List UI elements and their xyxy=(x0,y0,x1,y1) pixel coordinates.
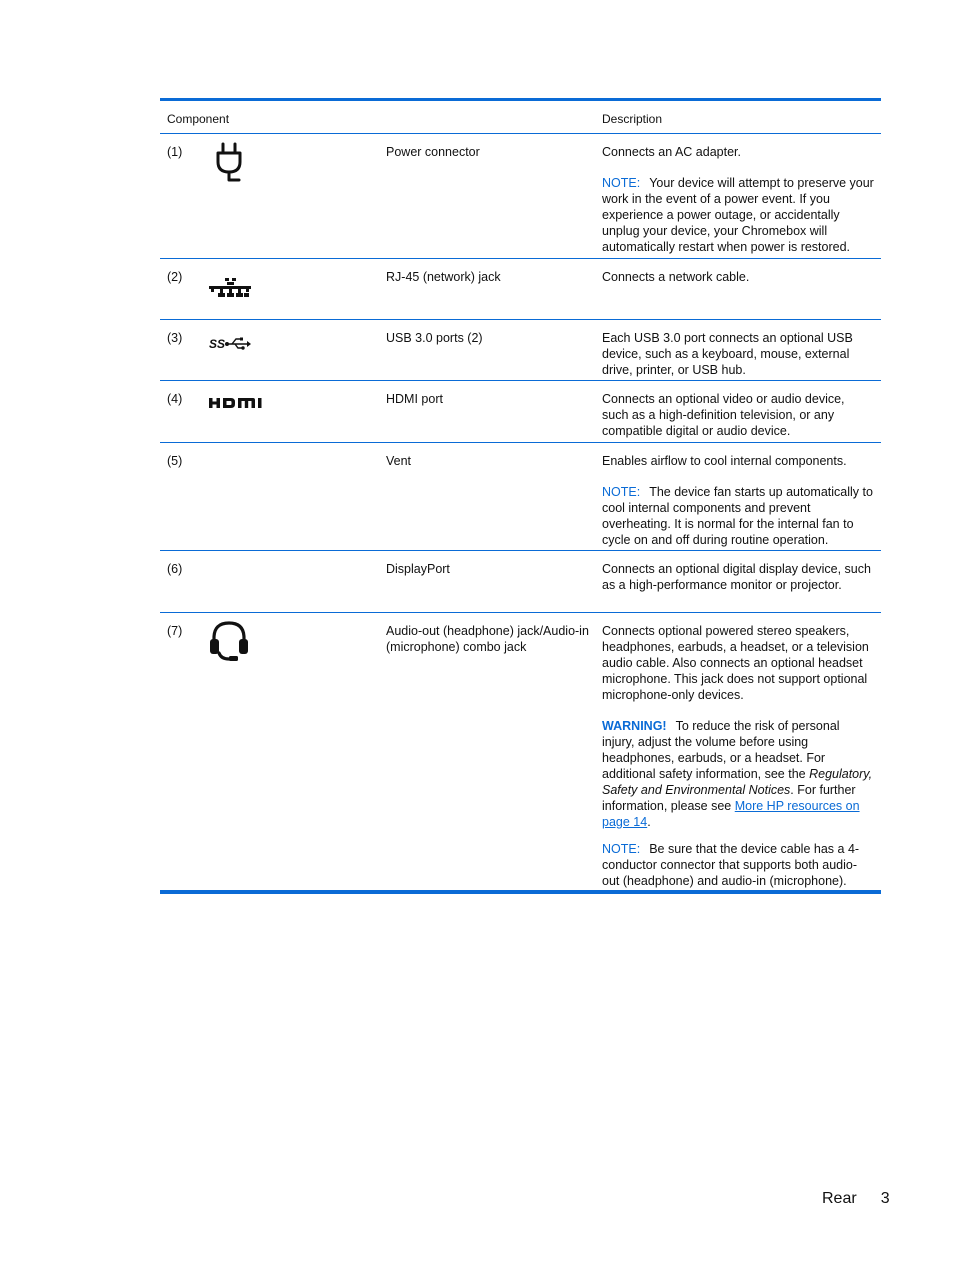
table-row xyxy=(160,443,881,551)
component-description xyxy=(602,561,874,593)
component-description xyxy=(602,269,874,285)
header-description: Description xyxy=(602,112,663,126)
component-description xyxy=(602,330,874,378)
note-paragraph xyxy=(602,841,874,889)
table-row xyxy=(160,551,881,613)
note-text: Your device will attempt to preserve your work in the event of a power event. If you experience a power outage, or accidentally unplug your device, your Chromebox will automatically restart when power is restored. xyxy=(602,176,874,254)
component-description xyxy=(602,144,874,255)
note-paragraph xyxy=(602,484,874,548)
row-number: (7) xyxy=(167,624,183,638)
description-text: Connects an optional digital display device, such as a high-performance monitor or projector. xyxy=(602,562,871,592)
description-text: Connects a network cable. xyxy=(602,270,750,284)
component-name: Power connector xyxy=(386,145,480,159)
table-row xyxy=(160,320,881,381)
components-table xyxy=(160,98,881,894)
component-description xyxy=(602,391,874,439)
component-name: USB 3.0 ports (2) xyxy=(386,331,483,345)
warning-paragraph xyxy=(602,718,874,830)
component-description xyxy=(602,453,874,548)
description-text: Enables airflow to cool internal components. xyxy=(602,454,847,468)
row-number: (4) xyxy=(167,392,183,406)
row-number: (2) xyxy=(167,270,183,284)
note-text: The device fan starts up automatically to cool internal components and prevent overheating. It is normal for the internal fan to cycle on and off during routine operation. xyxy=(602,485,873,547)
description-text: Connects an AC adapter. xyxy=(602,145,741,159)
warning-label: WARNING! xyxy=(602,719,667,733)
description-text: Each USB 3.0 port connects an optional USB device, such as a keyboard, mouse, external drive, printer, or USB hub. xyxy=(602,331,853,377)
note-text: Be sure that the device cable has a 4-conductor connector that supports both audio-out (headphone) and audio-in (microphone). xyxy=(602,842,860,888)
description-text: Connects optional powered stereo speakers, headphones, earbuds, a headset, or a television audio cable. Also connects an optional headset microphone. This jack does not support optional microphone-only devices. xyxy=(602,624,869,702)
warning-text: To reduce the risk of personal injury, adjust the volume before using headphones, earbuds, or a headset. For additional safety information, see the xyxy=(602,719,840,781)
usb-ss-icon xyxy=(209,336,251,352)
page-number: 3 xyxy=(880,1190,890,1207)
component-name: Audio-out (headphone) jack/Audio-in (microphone) combo jack xyxy=(386,624,589,654)
footer-section: Rear xyxy=(822,1190,857,1207)
row-number: (3) xyxy=(167,331,183,345)
page-footer xyxy=(822,1191,890,1207)
note-label: NOTE: xyxy=(602,485,641,499)
power-plug-icon xyxy=(213,142,245,184)
warning-italic-title: Regulatory, Safety and Environmental Notices xyxy=(602,767,873,797)
warning-text-cont: . For further information, please see xyxy=(602,783,856,813)
header-component: Component xyxy=(167,112,230,126)
table-row xyxy=(160,381,881,443)
component-name: HDMI port xyxy=(386,392,443,406)
table-row xyxy=(160,613,881,890)
hdmi-icon xyxy=(209,397,265,409)
component-name: RJ-45 (network) jack xyxy=(386,270,501,284)
component-name: DisplayPort xyxy=(386,562,450,576)
note-paragraph xyxy=(602,175,874,255)
more-hp-resources-link[interactable]: More HP resources on page 14 xyxy=(602,799,860,829)
component-name: Vent xyxy=(386,454,412,468)
table-row xyxy=(160,259,881,320)
note-label: NOTE: xyxy=(602,176,641,190)
description-text: Connects an optional video or audio device, such as a high-definition television, or any compatible digital or audio device. xyxy=(602,392,845,438)
network-jack-icon xyxy=(209,278,251,298)
row-number: (5) xyxy=(167,454,183,468)
table-header xyxy=(160,101,881,134)
headset-icon xyxy=(209,619,251,663)
svg-text:SS: SS xyxy=(209,337,226,351)
warning-end: . xyxy=(647,815,651,829)
table-row xyxy=(160,134,881,259)
component-description xyxy=(602,623,874,889)
table-bottom-rule xyxy=(160,890,881,894)
row-number: (1) xyxy=(167,145,183,159)
row-number: (6) xyxy=(167,562,183,576)
note-label: NOTE: xyxy=(602,842,641,856)
